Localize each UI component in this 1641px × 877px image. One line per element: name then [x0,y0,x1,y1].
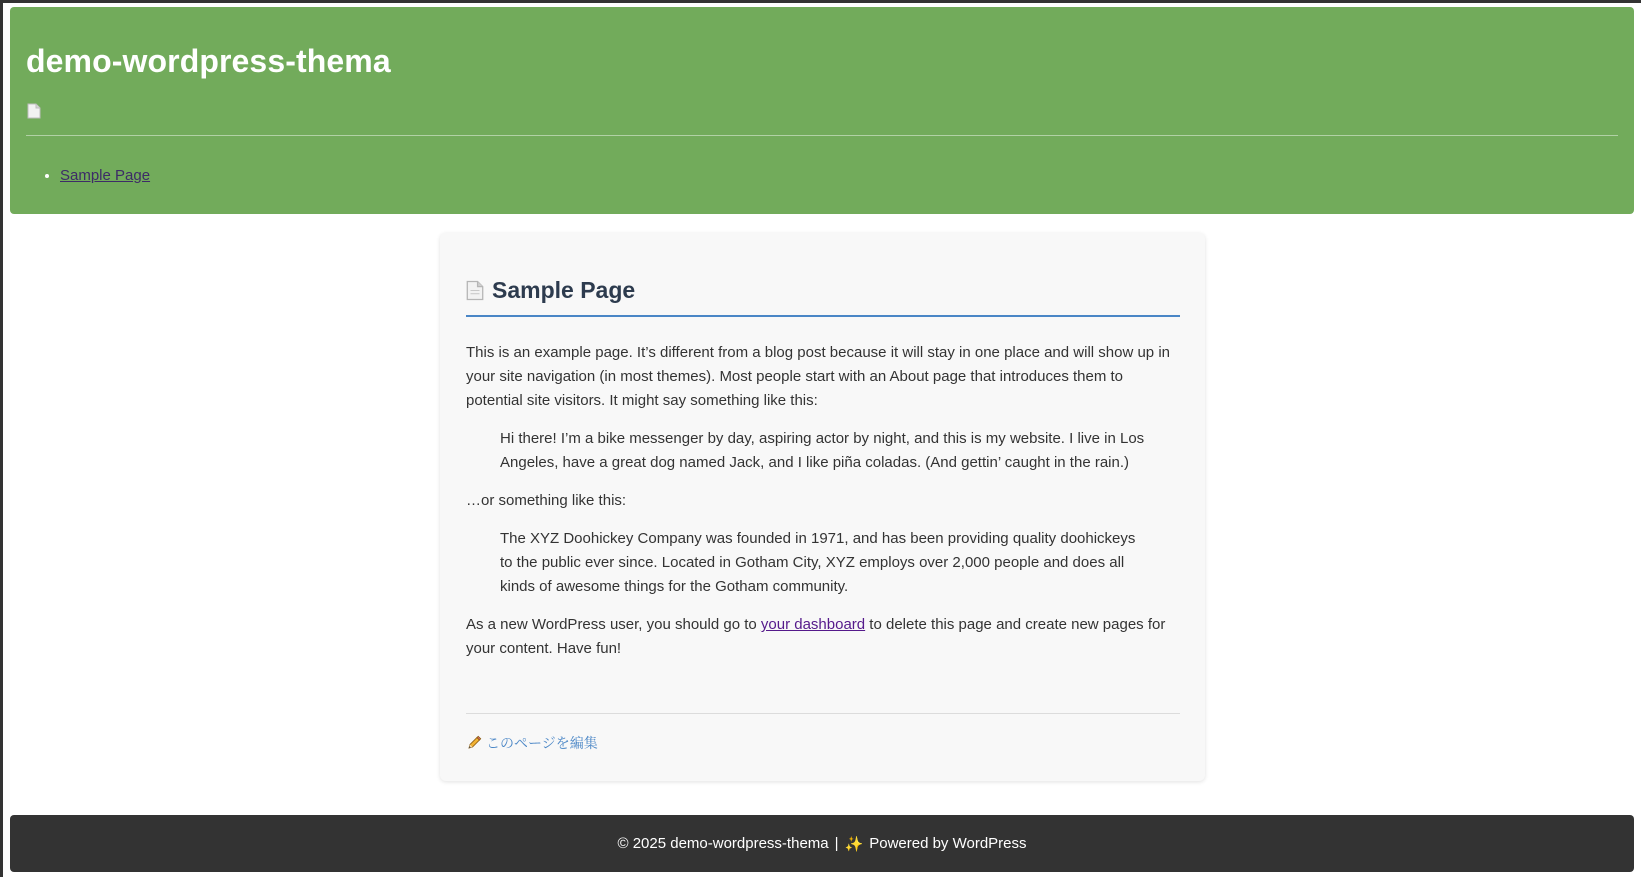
dashboard-text-after: to delete this page and create new pages for your content. Have fun! [466,616,1166,657]
article-content [466,341,1180,675]
document-icon [27,103,41,119]
dashboard-text-before: As a new WordPress user, you should go to [466,616,761,633]
quote-bike-messenger: Hi there! I’m a bike messenger by day, aspiring actor by night, and this is my website. I live in Los Angeles, have a great dog named Jack, and I like piña coladas. (And gettin’ caught in the rain.) [500,430,1145,471]
site-footer [10,815,1634,872]
paragraph-dashboard [466,613,1180,661]
edit-page-link[interactable] [466,733,598,753]
card-divider [466,713,1180,714]
header-divider [26,135,1618,136]
footer-separator: | [834,835,839,852]
edit-page-label: このページを編集 [486,735,598,751]
sparkle-icon: ✨ [844,835,864,853]
footer-copyright: © 2025 demo-wordpress-thema [617,835,829,852]
site-header [10,7,1634,214]
page-title-text: Sample Page [492,277,636,303]
paragraph-or: …or something like this: [466,492,627,509]
quote-doohickey: The XYZ Doohickey Company was founded in 1971, and has been providing quality doohickeys to the public ever since. Located in Gotham City, XYZ employs over 2,000 people and does all kinds of awesome things for the Gotham community. [500,530,1136,595]
page-title [466,277,635,304]
article-card [440,233,1205,781]
dashboard-link[interactable]: your dashboard [760,616,866,633]
footer-powered-by: Powered by WordPress [869,835,1027,852]
nav-item [60,167,150,184]
site-title[interactable]: demo-wordpress-thema [26,43,391,79]
footer-content [617,835,1026,853]
pencil-icon [466,735,482,751]
main-navigation [26,167,150,184]
paragraph-intro: This is an example page. It’s different from a blog post because it will stay in one place and will show up in your site navigation (in most themes). Most people start with an About page that introduces them to potential site visitors. It might say something like this: [466,344,1170,409]
nav-link-sample-page[interactable]: Sample Page [60,167,151,184]
document-icon [466,280,484,301]
title-underline [466,315,1180,317]
